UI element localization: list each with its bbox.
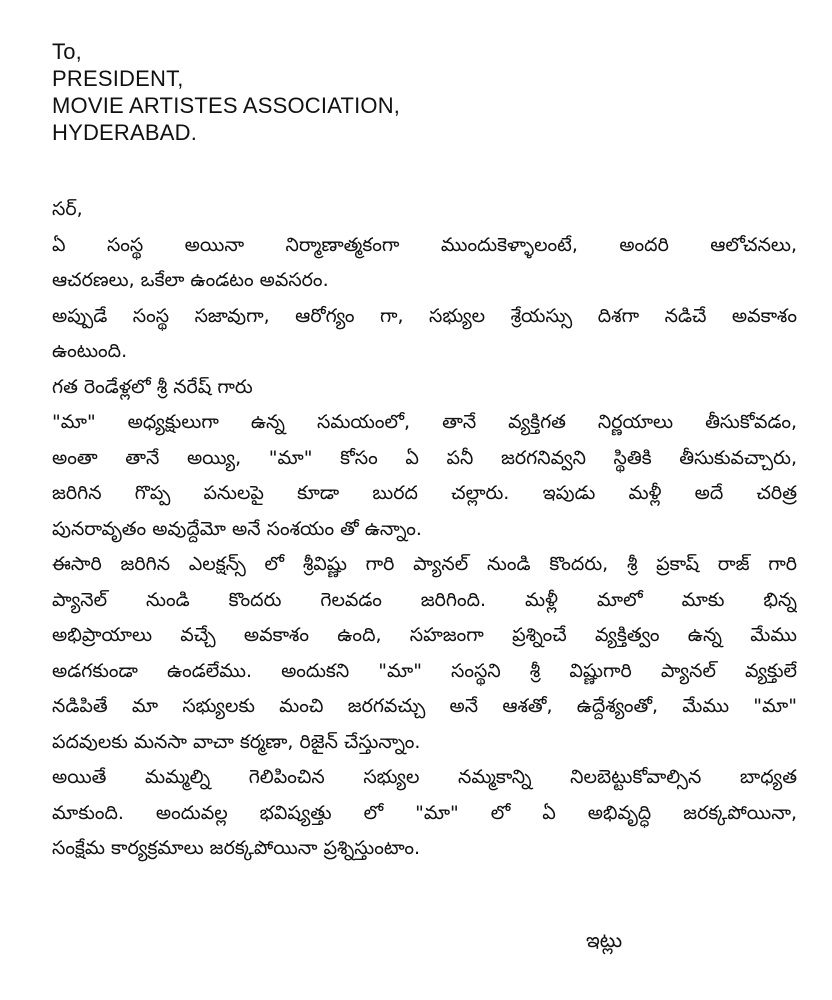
body-line: నడిపితే మా సభ్యులకు మంచి జరగవచ్చు అనే ఆశతో, ఉద్దేశ్యంతో, మేము "మా" — [52, 695, 797, 717]
address-city: HYDERABAD. — [52, 120, 198, 145]
body-line: గత రెండేళ్లలో శ్రీ నరేష్ గారు — [52, 375, 253, 398]
body-line: అప్పుడే సంస్థ సజావుగా, ఆరోగ్యం గా, సభ్యుల శ్రేయస్సు దిశగా నడిచే అవకాశం — [52, 304, 797, 327]
address-title: PRESIDENT, — [52, 66, 184, 91]
body-line: "మా" అధ్యక్షులుగా ఉన్న సమయంలో, తానే వ్యక్తిగత నిర్ణయాలు తీసుకోవడం, — [52, 411, 797, 433]
body-line: సంక్షేమ కార్యక్రమాలు జరక్కపోయినా ప్రశ్నిస్తుంటాం. — [52, 837, 421, 859]
body-line: జరిగిన గొప్ప పనులపై కూడా బురద చల్లారు. ఇపుడు మళ్లీ అదే చరిత్ర — [52, 482, 797, 504]
body-line: మాకుంది. అందువల్ల భవిష్యత్తు లో "మా" లో ఏ అభివృద్ధి జరక్కపోయినా, — [52, 801, 797, 824]
body-line: ఏ సంస్థ అయినా నిర్మాణాత్మకంగా ముందుకెళ్ళాలంటే, అందరి ఆలోచనలు, — [52, 233, 797, 256]
body-line: అంతా తానే అయ్యి, "మా" కోసం ఏ పనీ జరగనివ్వని స్థితికి తీసుకువచ్చారు, — [52, 446, 797, 469]
address-organization: MOVIE ARTISTES ASSOCIATION, — [52, 93, 401, 118]
body-line: పదవులకు మనసా వాచా కర్మణా, రిజైన్ చేస్తున్నాం. — [52, 730, 421, 753]
letter-body — [52, 192, 797, 867]
body-line: ప్యానెల్ నుండి కొందరు గెలవడం జరిగింది. మళ్లీ మాలో మాకు భిన్న — [52, 588, 797, 611]
body-line: ఆచరణలు, ఒకేలా ఉండటం అవసరం. — [52, 269, 329, 291]
salutation: సర్, — [52, 198, 83, 220]
signoff: ఇట్లు — [586, 928, 623, 952]
recipient-address — [52, 38, 400, 146]
body-line: అయితే మమ్మల్ని గెలిపించిన సభ్యుల నమ్మకాన్ని నిలబెట్టుకోవాల్సిన బాధ్యత — [52, 766, 797, 788]
body-line: అభిప్రాయాలు వచ్చే అవకాశం ఉంది, సహజంగా ప్రశ్నించే వ్యక్తిత్వం ఉన్న మేము — [52, 624, 797, 646]
address-to: To, — [52, 39, 82, 64]
body-line: ఉంటుంది. — [52, 340, 128, 362]
body-line: అడగకుండా ఉండలేము. అందుకని "మా" సంస్థని శ్రీ విష్ణుగారి ప్యానల్ వ్యక్తులే — [52, 659, 797, 682]
body-line: పునరావృతం అవుద్దేమో అనే సంశయం తో ఉన్నాం. — [52, 517, 422, 540]
body-line: ఈసారి జరిగిన ఎలక్షన్స్ లో శ్రీవిష్ణు గారి ప్యానల్ నుండి కొందరు, శ్రీ ప్రకాష్ రాజ్ గారి — [52, 553, 797, 575]
